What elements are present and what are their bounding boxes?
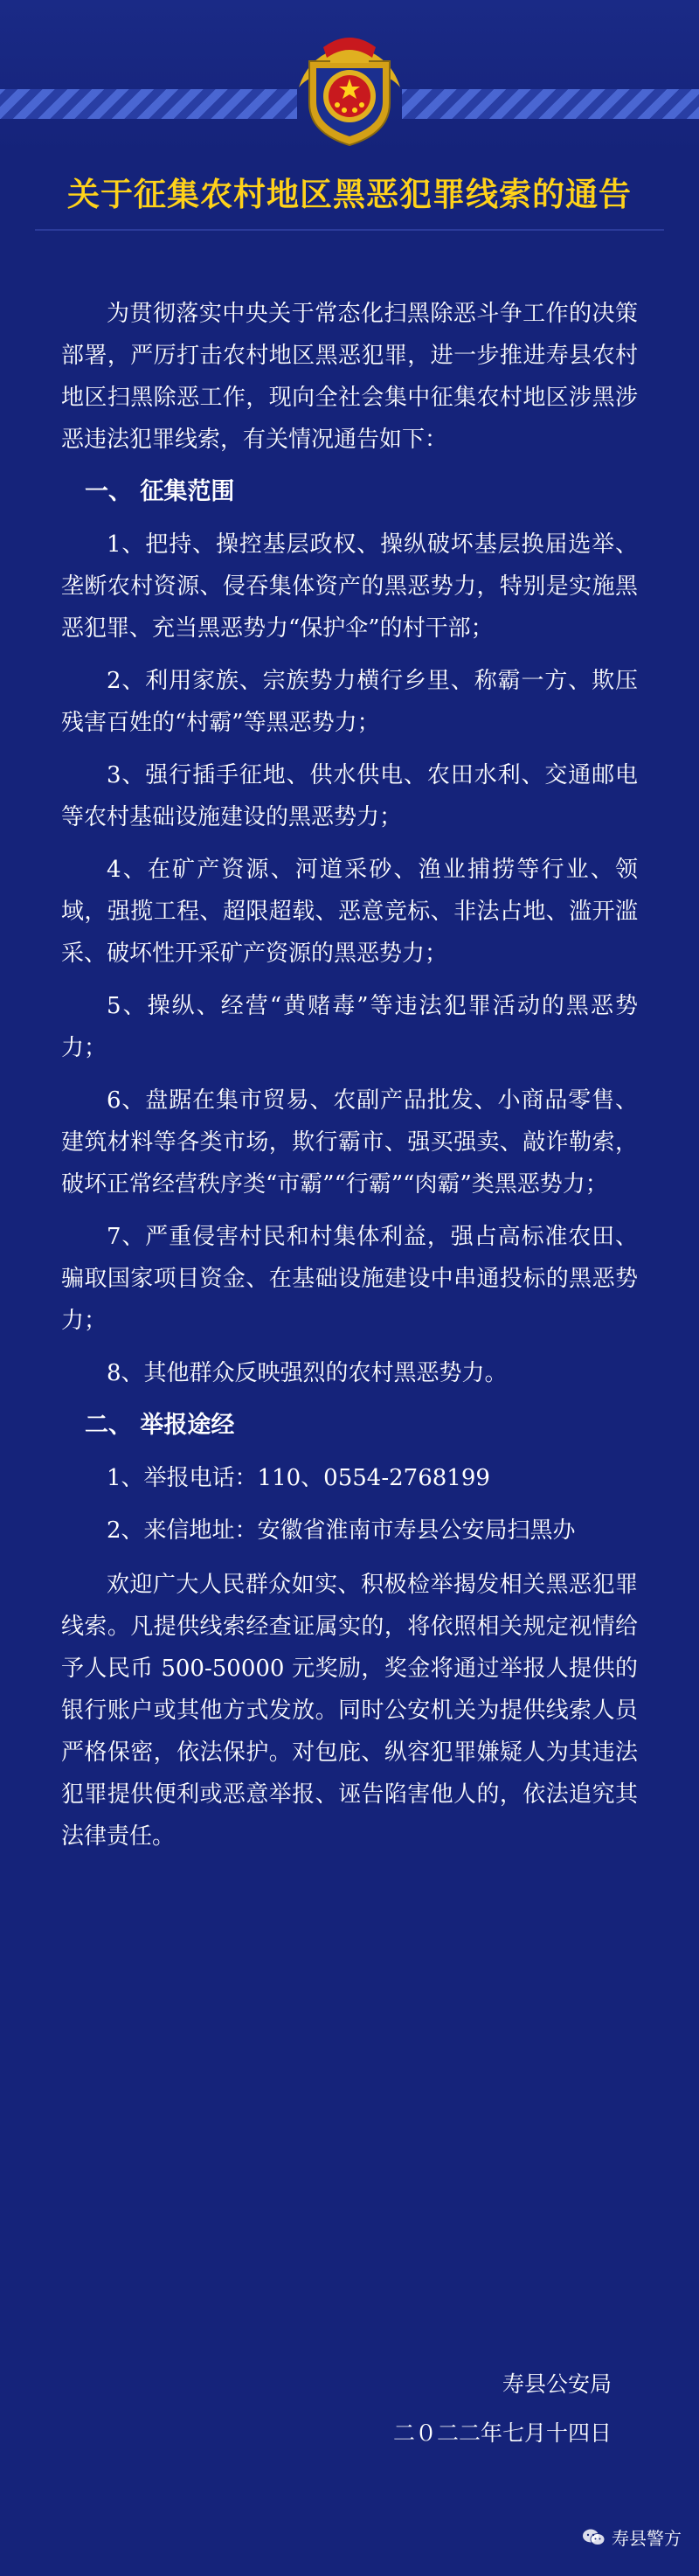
page-title: 关于征集农村地区黑恶犯罪线索的通告 [67, 176, 632, 213]
watermark-text: 寿县警方 [612, 2528, 682, 2549]
list-item: 1、把持、操控基层政权、操纵破坏基层换届选举、垄断农村资源、侵吞集体资产的黑恶势力，特别是实施黑恶犯罪、充当黑恶势力“保护伞”的村干部； [61, 531, 638, 642]
signature-date: 二０二二年七月十四日 [392, 2420, 612, 2446]
wechat-icon [582, 2528, 606, 2547]
report-address: 2、来信地址：安徽省淮南市寿县公安局扫黑办 [107, 1517, 576, 1544]
list-item: 4、在矿产资源、河道采砂、渔业捕捞等行业、领域，强揽工程、超限超载、恶意竞标、非法占地、滥开滥采、破坏性开采矿产资源的黑恶势力； [61, 857, 638, 967]
intro-paragraph: 为贯彻落实中央关于常态化扫黑除恶斗争工作的决策部署，严厉打击农村地区黑恶犯罪，进一步推进寿县农村地区扫黑除恶工作，现向全社会集中征集农村地区涉黑涉恶违法犯罪线索，有关情况通告如下： [61, 301, 638, 453]
list-item: 5、操纵、经营“黄赌毒”等违法犯罪活动的黑恶势力； [61, 993, 638, 1061]
banner-stripe-left [0, 89, 297, 119]
police-badge-icon [292, 26, 407, 149]
notice-body [61, 293, 638, 1868]
title-divider [35, 229, 664, 231]
banner-stripe-right [402, 89, 699, 119]
section-heading-report: 二、 举报途经 [85, 1412, 235, 1439]
section-heading-scope: 一、 征集范围 [85, 478, 235, 505]
list-item: 2、利用家族、宗族势力横行乡里、称霸一方、欺压残害百姓的“村霸”等黑恶势力； [61, 668, 638, 736]
list-item: 7、严重侵害村民和村集体利益，强占高标准农田、骗取国家项目资金、在基础设施建设中串通投标的黑恶势力； [61, 1224, 638, 1334]
list-item: 6、盘踞在集市贸易、农副产品批发、小商品零售、建筑材料等各类市场，欺行霸市、强买强卖、敲诈勒索，破坏正常经营秩序类“市霸”“行霸”“肉霸”类黑恶势力； [61, 1087, 638, 1198]
report-phone: 1、举报电话：110、0554-2768199 [107, 1465, 490, 1491]
account-watermark [582, 2524, 682, 2550]
list-item: 3、强行插手征地、供水供电、农田水利、交通邮电等农村基础设施建设的黑恶势力； [61, 762, 638, 830]
header-banner [0, 0, 699, 153]
signature-block [288, 2360, 638, 2458]
list-item: 8、其他群众反映强烈的农村黑恶势力。 [107, 1360, 508, 1386]
closing-paragraph: 欢迎广大人民群众如实、积极检举揭发相关黑恶犯罪线索。凡提供线索经查证属实的，将依照相关规定视情给予人民币 500-50000 元奖励，奖金将通过举报人提供的银行账户或其他方式发放。同时公安机关为提供线索人员严格保密，依法保护。对包庇、纵容犯罪嫌疑人为其违法犯罪提供便利或恶意举报、诬告陷害他人的，依法追究其法律责任。 [61, 1572, 638, 1850]
signature-org: 寿县公安局 [502, 2371, 612, 2397]
